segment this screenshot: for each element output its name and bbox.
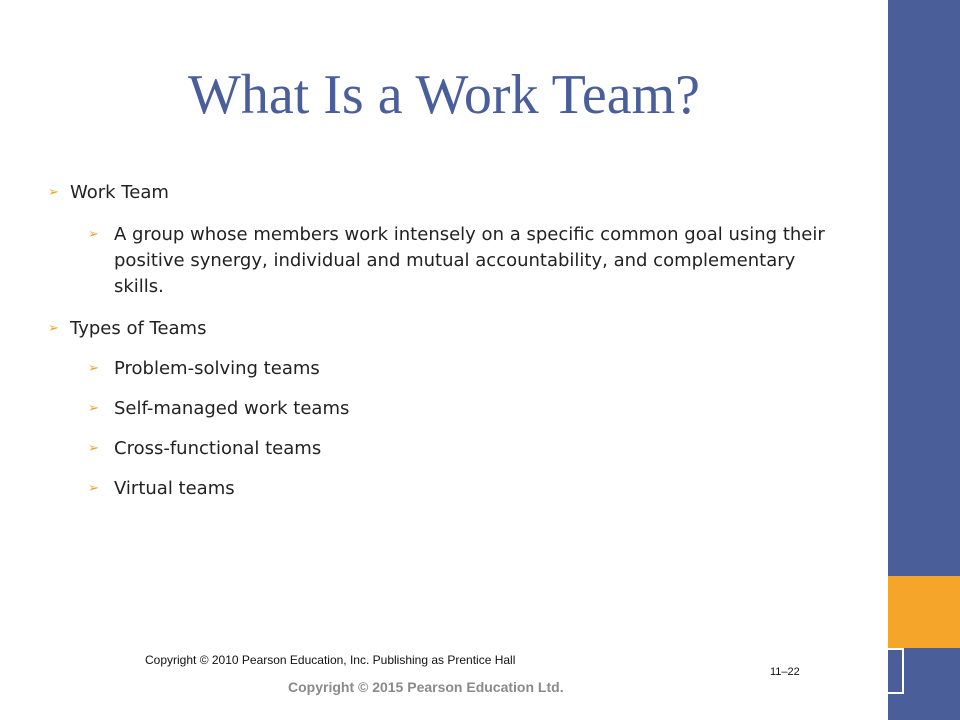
sub-bullet-virtual xyxy=(48,476,848,502)
footer-copyright-current: Copyright © 2015 Pearson Education Ltd. xyxy=(288,679,564,695)
sub-bullet-text: Virtual teams xyxy=(114,478,235,499)
footer-copyright-original: Copyright © 2010 Pearson Education, Inc. Publishing as Prentice Hall xyxy=(145,653,516,667)
bullet-label: Types of Teams xyxy=(70,318,207,339)
sub-bullet-text: Cross-functional teams xyxy=(114,438,322,459)
bullet-label: Work Team xyxy=(70,182,169,203)
arrow-bullet-icon: ➢ xyxy=(88,361,99,376)
sub-bullet-text: A group whose members work intensely on a specific common goal using their positive synergy, individual and mutual accountability, and complementary skills. xyxy=(114,224,825,297)
slide-content xyxy=(48,180,848,502)
sub-bullet-problem-solving xyxy=(48,356,848,382)
arrow-bullet-icon: ➢ xyxy=(88,481,99,496)
page-number: 11–22 xyxy=(770,666,800,678)
arrow-bullet-icon: ➢ xyxy=(88,441,99,456)
slide-title: What Is a Work Team? xyxy=(188,64,700,126)
sidebar-white-frame xyxy=(884,648,904,694)
arrow-bullet-icon: ➢ xyxy=(48,185,59,200)
arrow-bullet-icon: ➢ xyxy=(88,227,99,242)
bullet-work-team xyxy=(48,180,848,206)
sub-bullet-text: Problem-solving teams xyxy=(114,358,320,379)
sub-bullet-text: Self-managed work teams xyxy=(114,398,350,419)
sub-bullet-definition xyxy=(48,222,848,300)
arrow-bullet-icon: ➢ xyxy=(88,401,99,416)
bullet-types-of-teams xyxy=(48,316,848,342)
sub-bullet-cross-functional xyxy=(48,436,848,462)
sidebar-orange-block xyxy=(888,576,960,648)
arrow-bullet-icon: ➢ xyxy=(48,321,59,336)
sub-bullet-self-managed xyxy=(48,396,848,422)
